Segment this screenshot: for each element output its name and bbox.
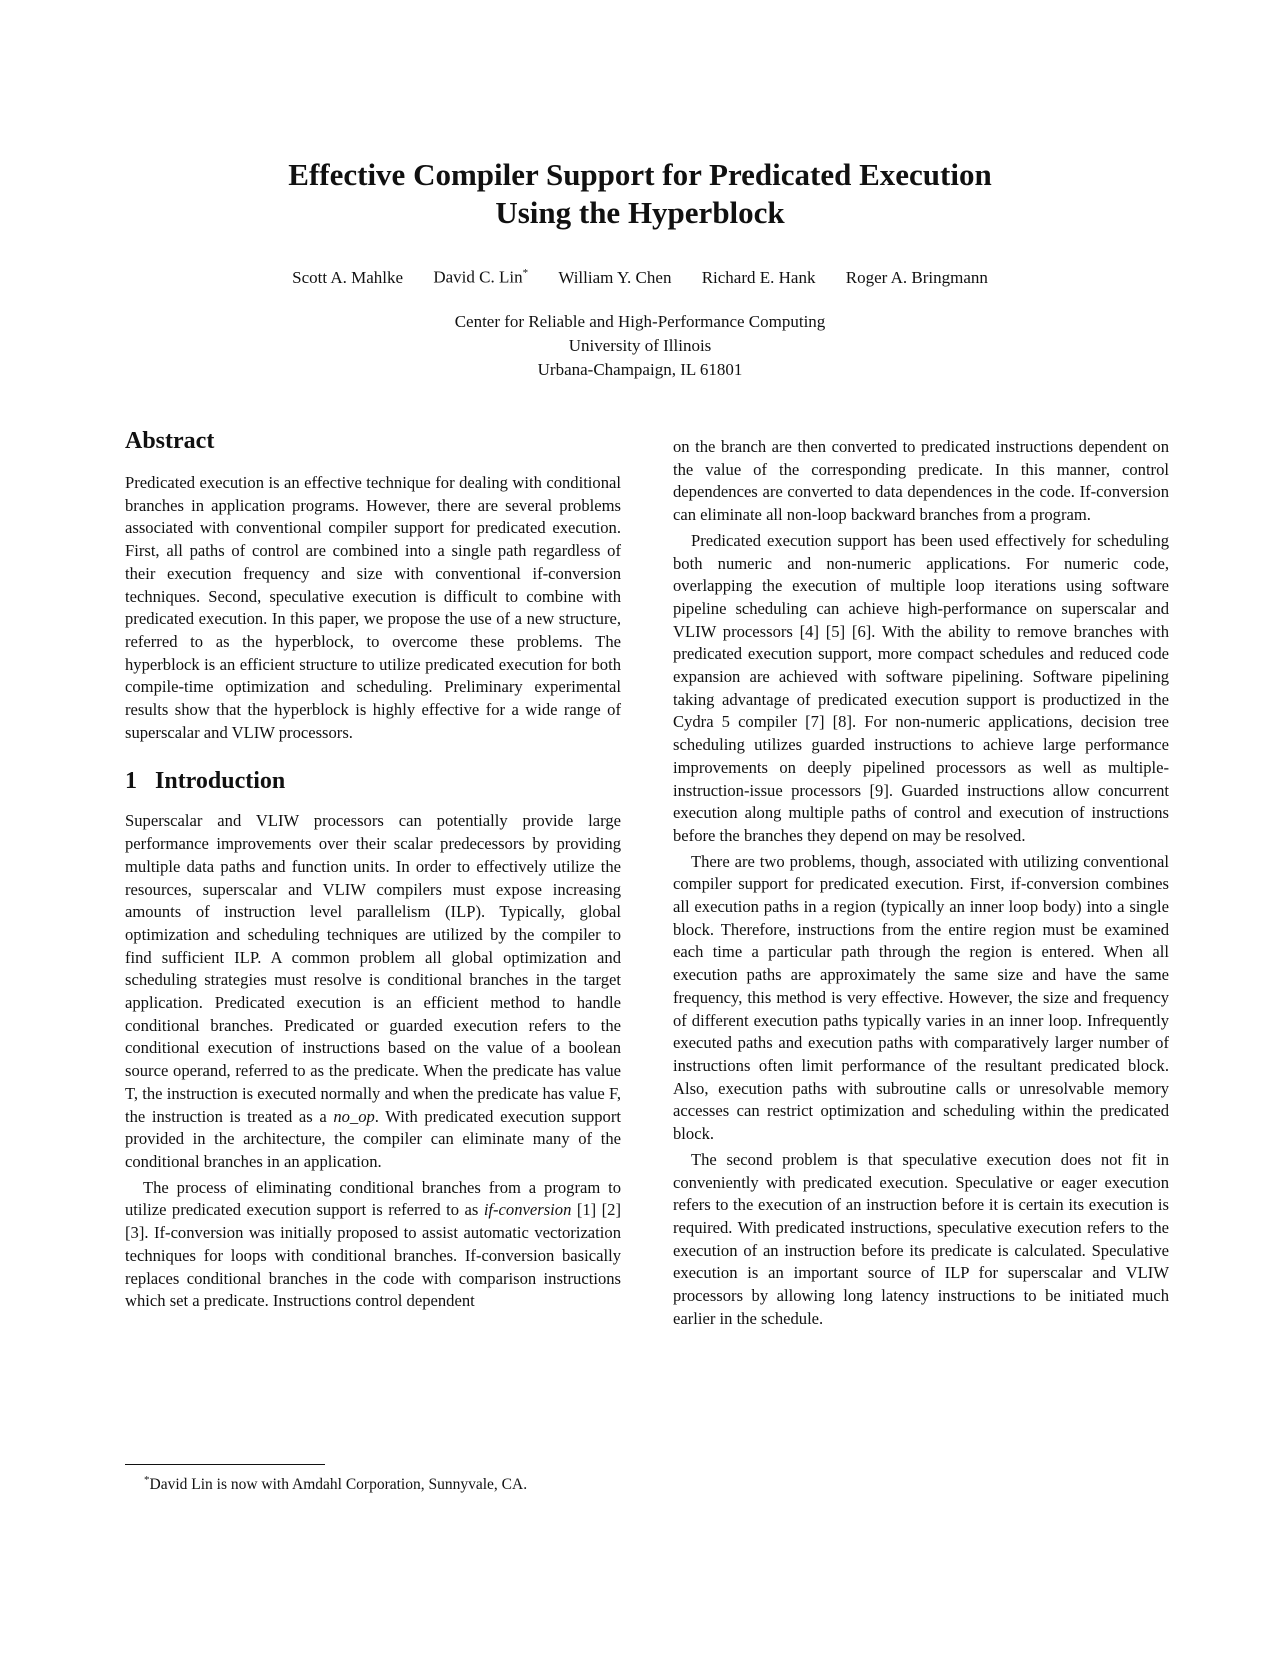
- title-line-1: Effective Compiler Support for Predicated Execution: [288, 157, 992, 192]
- author-name: Scott A. Mahlke: [292, 267, 404, 287]
- footnote-divider: [125, 1464, 325, 1465]
- author-name: William Y. Chen: [558, 267, 672, 287]
- section-number: 1: [125, 768, 137, 795]
- abstract-text: Predicated execution is an effective technique for dealing with conditional branches in application programs. However, there are several problems associated with conventional compiler support for predicated execution. First, all paths of control are combined into a single path regardless of their execution frequency and size with conventional if-conversion techniques. Second, speculative execution is difficult to combine with predicated execution. In this paper, we propose the use of a new structure, referred to as the hyperblock, to overcome these problems. The hyperblock is an efficient structure to utilize predicated execution for both compile-time optimization and scheduling. Preliminary experimental results show that the hyperblock is highly effective for a wide range of superscalar and VLIW processors.: [125, 473, 621, 742]
- footnote-text: David Lin is now with Amdahl Corporation, Sunnyvale, CA.: [149, 1476, 528, 1494]
- affiliation-line-1: Center for Reliable and High-Performance Computing: [454, 312, 826, 331]
- intro-paragraph-2-text-b: [1] [2] [3]. If-conversion was initially proposed to assist automatic vectorization techniques for loops with conditional branches. If-conversion basically replaces conditional branches in the code with comparison instructions which set a predicate. Instructions control dependent: [125, 1200, 621, 1311]
- intro-paragraph-2: [125, 1177, 621, 1313]
- author-footnote-mark: *: [522, 267, 529, 279]
- intro-paragraph-3: Predicated execution support has been used effectively for scheduling both numeric and non-numeric applications. For numeric code, overlapping the execution of multiple loop iterations using software pipeline scheduling can achieve high-performance on superscalar and VLIW processors [4] [5] [6]. With the ability to remove branches with predicated execution support, more compact schedules and reduced code expansion are achieved with software pipelining. Software pipelining taking advantage of predicated execution support is productized in the Cydra 5 compiler [7] [8]. For non-numeric applications, decision tree scheduling utilizes guarded instructions to achieve large performance improvements on deeply pipelined processors as well as multiple-instruction-issue processors [9]. Guarded instructions allow concurrent execution along multiple paths of control and execution of instructions before the branches they depend on may be resolved.: [673, 530, 1169, 845]
- author-name: Richard E. Hank: [701, 267, 816, 287]
- title-line-2: Using the Hyperblock: [495, 195, 785, 230]
- affiliation: [0, 310, 1280, 382]
- affiliation-line-3: Urbana-Champaign, IL 61801: [537, 360, 743, 379]
- author-name: David C. Lin*: [433, 267, 529, 287]
- footnote-mark: *: [144, 1474, 150, 1486]
- intro-paragraph-1-emphasis: no_op: [333, 1106, 375, 1126]
- intro-paragraph-continued: on the branch are then converted to predicated instructions dependent on the value of the corresponding predicate. In this manner, control dependences are converted to data dependences in the code. If-conversion can eliminate all non-loop backward branches from a program.: [673, 437, 1169, 525]
- section-title: Introduction: [155, 768, 286, 795]
- affiliation-line-2: University of Illinois: [568, 336, 712, 355]
- intro-paragraph-2-text-a: The process of eliminating conditional branches from a program to utilize predicated execution support is referred to as: [125, 1177, 621, 1220]
- intro-paragraph-1: [125, 810, 621, 1173]
- intro-paragraph-1-text-a: Superscalar and VLIW processors can potentially provide large performance improvements over their scalar predecessors by providing multiple data paths and function units. In order to effectively utilize the resources, superscalar and VLIW compilers must expose increasing amounts of instruction level parallelism (ILP). Typically, global optimization and scheduling techniques are utilized by the compiler to find sufficient ILP. A common problem all global optimization and scheduling strategies must resolve is conditional branches in the target application. Predicated execution is an efficient method to handle conditional branches. Predicated or guarded execution refers to the conditional execution of instructions based on the value of a boolean source operand, referred to as the predicate. When the predicate has value T, the instruction is executed normally and when the predicate has value F, the instruction is treated as a: [125, 811, 621, 1126]
- author-list: [0, 262, 1280, 289]
- intro-paragraph-4: There are two problems, though, associated with utilizing conventional compiler support for predicated execution. First, if-conversion combines all execution paths in a region (typically an inner loop body) into a single block. Therefore, instructions from the entire region must be examined each time a particular path through the region is entered. When all execution paths are approximately the same size and have the same frequency, this method is very effective. However, the size and frequency of different execution paths typically varies in an inner loop. Infrequently executed paths and execution paths with comparatively larger number of instructions often limit performance of the resultant predicated block. Also, execution paths with subroutine calls or unresolvable memory accesses can restrict optimization and scheduling within the predicated block.: [673, 851, 1169, 1144]
- intro-paragraph-1-text-b: . With predicated execution support provided in the architecture, the compiler can eliminate many of the conditional branches in an application.: [125, 1106, 621, 1171]
- footnote: [144, 1470, 624, 1495]
- author-name: Roger A. Bringmann: [845, 267, 988, 287]
- intro-paragraph-5: The second problem is that speculative execution does not fit in conveniently with predicated execution. Speculative or eager execution refers to the execution of an instruction before it is certain its execution is required. With predicated instructions, speculative execution refers to the execution of an instruction before its predicate is calculated. Speculative execution is an important source of ILP for superscalar and VLIW processors by allowing long latency instructions to be initiated much earlier in the schedule.: [673, 1149, 1169, 1328]
- paper-title: [0, 156, 1280, 232]
- intro-paragraph-2-emphasis: if-conversion: [483, 1200, 572, 1220]
- section-heading-introduction: [125, 766, 621, 796]
- right-column: [673, 436, 1169, 1330]
- left-column: [125, 426, 621, 1313]
- abstract-heading: Abstract: [125, 428, 215, 454]
